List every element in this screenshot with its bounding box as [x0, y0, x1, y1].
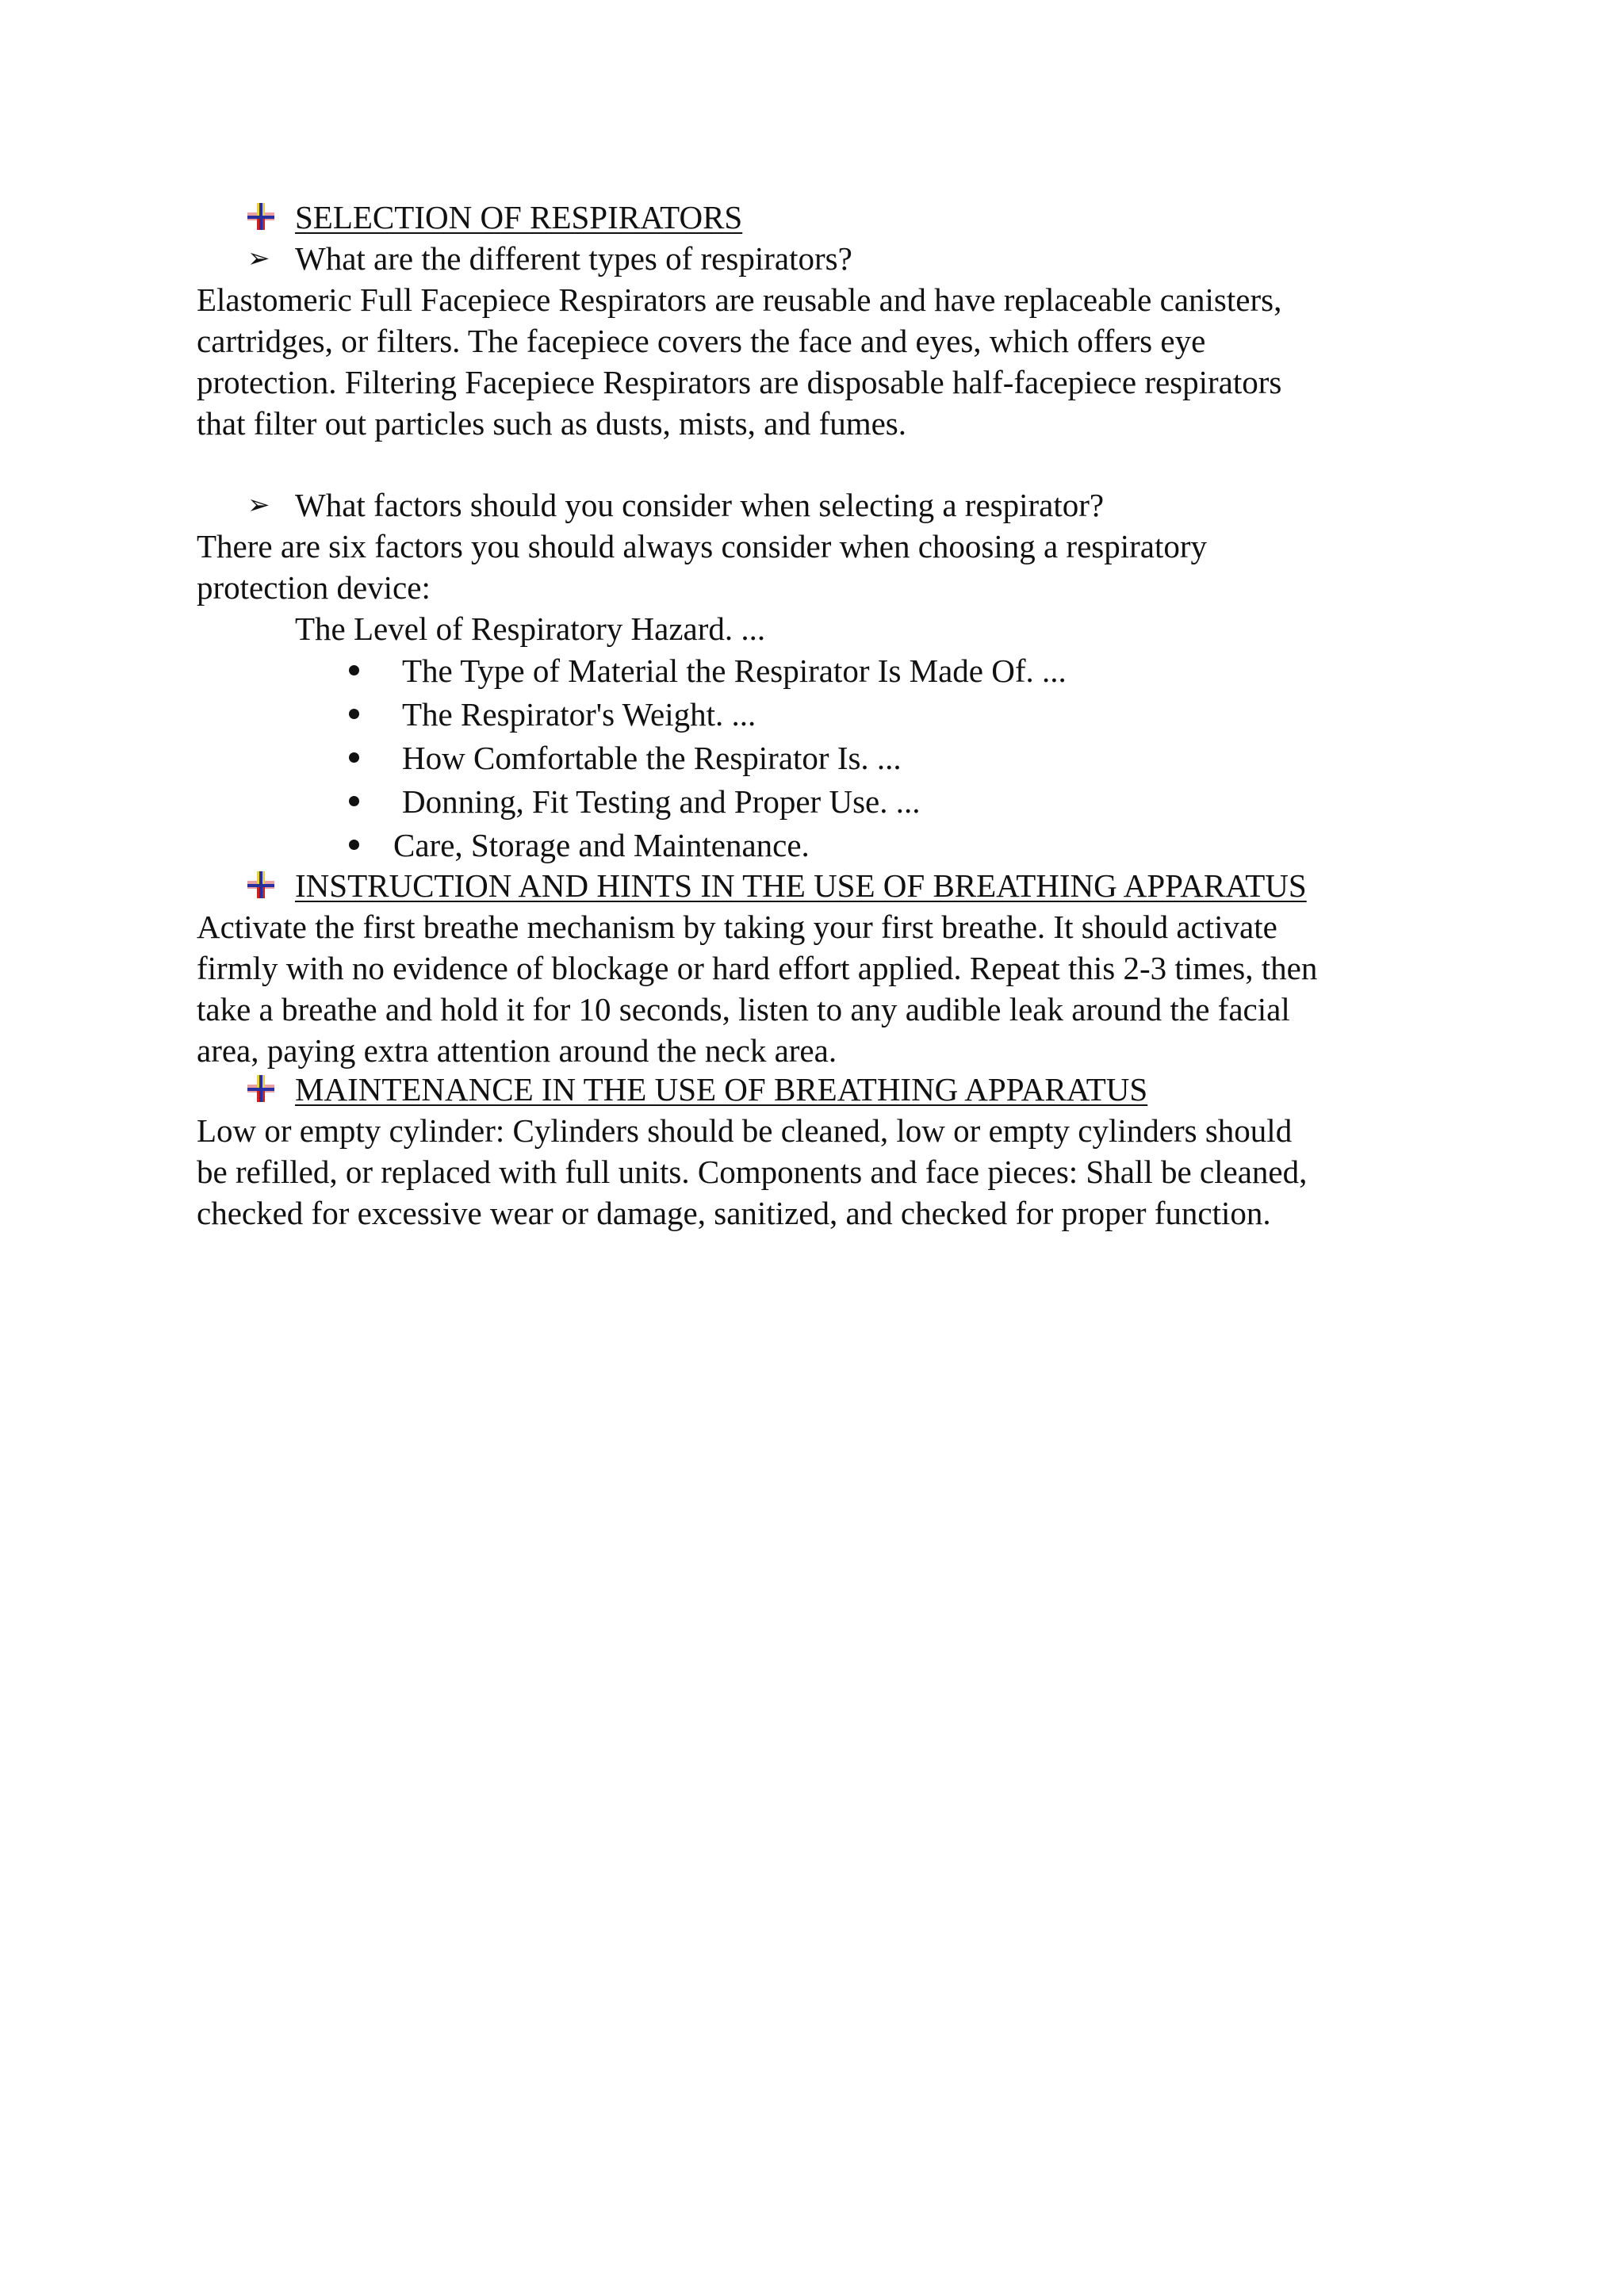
question-factors-selecting-respirator: What factors should you consider when selecting a respirator? — [295, 487, 1105, 523]
factor-list-item: How Comfortable the Respirator Is. ... — [402, 740, 902, 776]
factor-item-level-of-hazard: The Level of Respiratory Hazard. ... — [295, 610, 766, 647]
heading-maintenance: MAINTENANCE IN THE USE OF BREATHING APPARATUS — [295, 1071, 1148, 1108]
paragraph-line: Elastomeric Full Facepiece Respirators are reusable and have replaceable canisters, — [197, 281, 1282, 318]
round-bullet-icon — [349, 709, 359, 719]
paragraph-line: Low or empty cylinder: Cylinders should be cleaned, low or empty cylinders should — [197, 1112, 1293, 1149]
paragraph-line: be refilled, or replaced with full units. Components and face pieces: Shall be cleaned, — [197, 1154, 1308, 1190]
factor-list-item: Donning, Fit Testing and Proper Use. ... — [402, 783, 921, 820]
paragraph-line: that filter out particles such as dusts, mists, and fumes. — [197, 405, 907, 442]
round-bullet-icon — [349, 796, 359, 806]
paragraph-line: take a breathe and hold it for 10 seconds, listen to any audible leak around the facial — [197, 991, 1290, 1027]
heading-instruction-and-hints: INSTRUCTION AND HINTS IN THE USE OF BREATHING APPARATUS — [295, 867, 1307, 904]
cross-bullet-icon — [246, 201, 276, 232]
paragraph-line: firmly with no evidence of blockage or hard effort applied. Repeat this 2-3 times, then — [197, 950, 1318, 986]
heading-selection-of-respirators: SELECTION OF RESPIRATORS — [295, 199, 743, 235]
paragraph-line: Activate the first breathe mechanism by taking your first breathe. It should activate — [197, 909, 1277, 945]
factor-list-item: The Respirator's Weight. ... — [402, 696, 756, 733]
paragraph-line: protection device: — [197, 569, 431, 606]
cross-bullet-icon — [246, 1073, 276, 1104]
paragraph-line: area, paying extra attention around the neck area. — [197, 1032, 837, 1069]
round-bullet-icon — [349, 665, 359, 675]
paragraph-line: checked for excessive wear or damage, sanitized, and checked for proper function. — [197, 1195, 1271, 1231]
factor-list-item: The Type of Material the Respirator Is Made Of. ... — [402, 652, 1067, 689]
paragraph-line: There are six factors you should always consider when choosing a respiratory — [197, 528, 1208, 564]
round-bullet-icon — [349, 752, 359, 763]
round-bullet-icon — [349, 840, 359, 850]
arrow-bullet-icon: ➢ — [247, 489, 270, 521]
cross-bullet-icon — [246, 870, 276, 900]
paragraph-line: cartridges, or filters. The facepiece covers the face and eyes, which offers eye — [197, 323, 1206, 359]
question-types-of-respirators: What are the different types of respirators? — [295, 240, 852, 277]
paragraph-line: protection. Filtering Facepiece Respirators are disposable half-facepiece respirators — [197, 364, 1282, 400]
factor-list-item: Care, Storage and Maintenance. — [393, 827, 810, 863]
arrow-bullet-icon: ➢ — [247, 243, 270, 274]
